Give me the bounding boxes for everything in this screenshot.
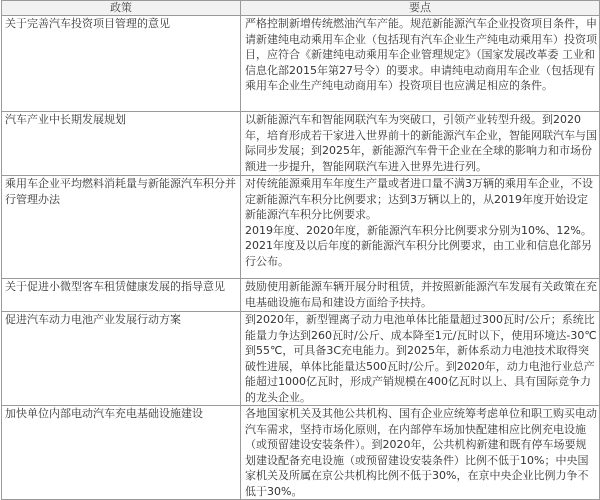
policy-cell: 关于完善汽车投资项目管理的意见 [2, 16, 241, 112]
points-cell [241, 312, 600, 406]
table-row [2, 279, 600, 312]
header-points: 要点 [241, 1, 600, 16]
points-cell [241, 279, 600, 312]
points-cell [241, 112, 600, 176]
points-cell [241, 406, 600, 500]
policy-cell: 汽车产业中长期发展规划 [2, 112, 241, 176]
points-text: 以新能源汽车和智能网联汽车为突破口，引领产业转型升级。到2020年，培育形成若干家进入世界前十的新能源汽车企业，智能网联汽车与国际同步发展；到2025年，新能源汽车骨干企业在全球的影响力和市场份额进一步提升，智能网联汽车进入世界先进行列。 [245, 113, 597, 173]
table-row [2, 16, 600, 112]
policy-cell: 促进汽车动力电池产业发展行动方案 [2, 312, 241, 406]
policy-cell: 乘用车企业平均燃料消耗量与新能源汽车积分并行管理办法 [2, 176, 241, 279]
points-cell [241, 176, 600, 279]
points-text: 对传统能源乘用车年度生产量或者进口量不满3万辆的乘用车企业，不设定新能源汽车积分比例要求；达到3万辆以上的，从2019年度开始设定新能源汽车积分比例要求。 [245, 177, 593, 221]
policy-cell: 关于促进小微型客车租赁健康发展的指导意见 [2, 279, 241, 312]
table-row [2, 406, 600, 500]
policy-cell: 加快单位内部电动汽车充电基础设施建设 [2, 406, 241, 500]
table-row [2, 176, 600, 279]
points-cell [241, 16, 600, 112]
points-text: 各地国家机关及其他公共机构、国有企业应统筹考虑单位和职工购买电动汽车需求，坚持市场化原则，在内部停车场加快配建相应比例充电设施（或预留建设安装条件）。到2020年，公共机构新建和既有停车场要规划建设配备充电设施（或预留建设安装条件）比例不低于10%；中央国家机关及所属在京公共机构比例不低于30%，在京中央企业比例力争不低于30%。 [245, 407, 597, 498]
table-row [2, 312, 600, 406]
points-text: 2019年度、2020年度，新能源汽车积分比例要求分别为10%、12%。2021年度及以后年度的新能源汽车积分比例要求，由工业和信息化部另行公布。 [245, 223, 592, 268]
points-text: 鼓励使用新能源车辆开展分时租赁，并按照新能源汽车发展有关政策在充电基础设施布局和建设方面给予扶持。 [245, 280, 597, 309]
header-policy: 政策 [2, 1, 241, 16]
policy-table [1, 0, 600, 500]
points-text: 严格控制新增传统燃油汽车产能。规范新能源汽车企业投资项目条件，申请新建纯电动乘用车企业（包括现有汽车企业生产纯电动乘用车）投资项目，应符合《新建纯电动乘用车企业管理规定》（国家发展改革委 工业和信息化部2015年第27号令）的要求。申请纯电动商用车企业（包括现有乘用车企业生产纯电动商用车）投资项目也应满足相应的条件。 [245, 17, 597, 92]
points-text: 到2020年，新型锂离子动力电池单体比能量超过300瓦时/公斤；系统比能量力争达到260瓦时/公斤、成本降至1元/瓦时以下，使用环境达-30℃到55℃，可具备3C充电能力。到2025年，新体系动力电池技术取得突破性进展，单体比能量达500瓦时/公斤。到2020年，动力电池行业总产能超过1000亿瓦时，形成产销规模在400亿瓦时以上、具有国际竞争力的龙头企业。 [245, 313, 597, 404]
table-row [2, 112, 600, 176]
table-header-row [2, 1, 600, 16]
